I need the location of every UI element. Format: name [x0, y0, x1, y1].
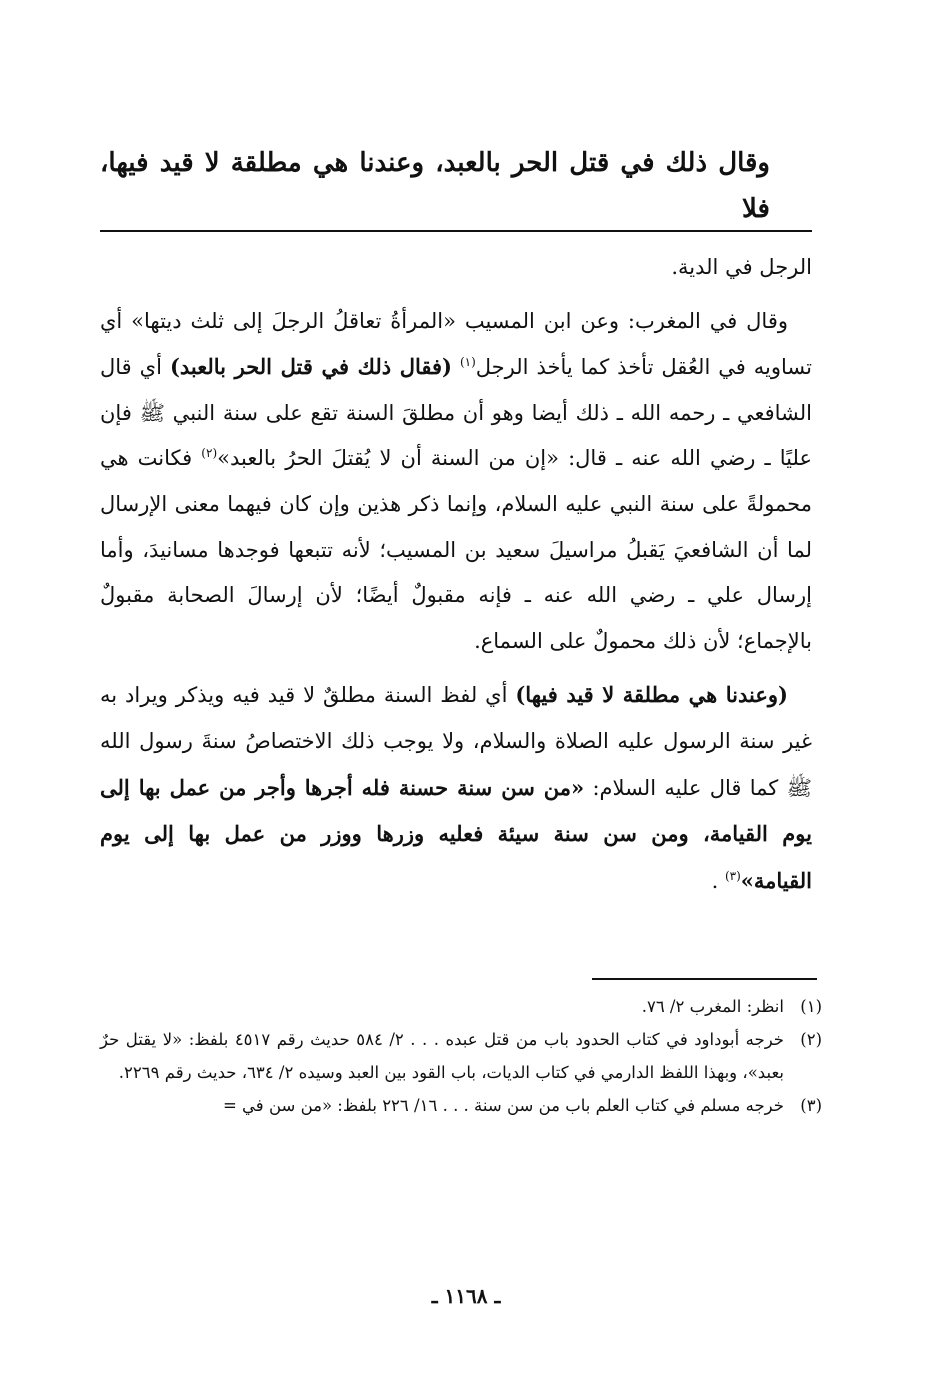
footnote-number: (٣): [800, 1096, 822, 1115]
footnote-ref-1[interactable]: (١): [459, 355, 476, 370]
footnotes-section: [100, 990, 822, 1122]
commentary-body: [100, 245, 812, 904]
footnote-number: (٢): [800, 1030, 822, 1049]
footnote-number: (١): [800, 997, 822, 1016]
paragraph-3: [100, 672, 812, 904]
matn-quote-2: (وعندنا هي مطلقة لا قيد فيها): [515, 682, 788, 708]
footnote-ref-2[interactable]: (٢): [201, 446, 218, 461]
paragraph-1: الرجل في الدية.: [671, 255, 812, 279]
paragraph-3-part-b: أي لفظ السنة مطلقٌ لا قيد فيه ويذكر ويراد به غير سنة الرسول عليه الصلاة والسلام، ولا يوجب ذلك الاختصاصُ سنةَ رسول الله ﷺ كما قال عليه السلام:: [100, 683, 812, 800]
matn-text-line: وقال ذلك في قتل الحر بالعبد، وعندنا هي مطلقة لا قيد فيها، فلا: [100, 148, 770, 224]
hadith-quote: «من سن سنة حسنة فله أجرها وأجر من عمل بها إلى يوم القيامة، ومن سن سنة سيئة فعليه وزرها ووزر من عمل بها إلى يوم القيامة»: [100, 774, 812, 893]
paragraph-2-part-d: فكانت هي محمولةً على سنة النبي عليه السلام، وإنما ذكر هذين وإن كان فيهما معنى الإرسال لما أن الشافعيَ يَقبلُ مراسيلَ سعيد بن المسيب؛ لأنه تتبعها فوجدها مسانيدَ، وأما إرسال علي ـ رضي الله عنه ـ فإنه مقبولٌ أيضًا؛ لأن إرسالَ الصحابة مقبولٌ بالإجماع؛ لأن ذلك محمولٌ على السماع.: [100, 446, 812, 653]
paragraph-3-end: .: [711, 868, 719, 893]
matn-separator-rule: [100, 230, 812, 232]
footnote-item: [100, 990, 822, 1023]
footnote-ref-3[interactable]: (٣): [724, 868, 741, 883]
footnote-text: خرجه أبوداود في كتاب الحدود باب من قتل عبده . . . ٢/ ٥٨٤ حديث رقم ٤٥١٧ بلفظ: «لا يقتل حرٌ بعبد»، وبهذا اللفظ الدارمي في كتاب الديات، باب القود بين العبد وسيده ٢/ ٦٣٤، حديث رقم ٢٢٦٩.: [100, 1030, 784, 1082]
paragraph-2-part-a: وقال في المغرب: وعن ابن المسيب «المرأةُ تعاقلُ الرجلَ إلى ثلث ديتها» أي تساويه في العُقل تأخذ كما يأخذ الرجل: [100, 308, 812, 380]
footnote-text: خرجه مسلم في كتاب العلم باب من سن سنة . . . ١٦/ ٢٢٦ بلفظ: «من سن في =: [222, 1096, 784, 1115]
paragraph-2: [100, 299, 812, 665]
footnote-separator-rule: [592, 978, 817, 980]
paragraph-2-part-c: أي قال الشافعي ـ رحمه الله ـ ذلك أيضا وهو أن مطلقَ السنة تقع على سنة النبي ﷺ فإن عليًا ـ رضي الله عنه ـ قال: «إن من السنة أن لا يُقتلَ الحرُ بالعبد»: [100, 355, 812, 471]
matn-quote-1: (فقال ذلك في قتل الحر بالعبد): [169, 354, 452, 380]
footnote-text: انظر: المغرب ٢/ ٧٦.: [641, 997, 784, 1016]
page-number: ـ ١١٦٨ ـ: [431, 1284, 501, 1308]
footnote-item: [100, 1023, 822, 1089]
footnote-item: [100, 1089, 822, 1122]
